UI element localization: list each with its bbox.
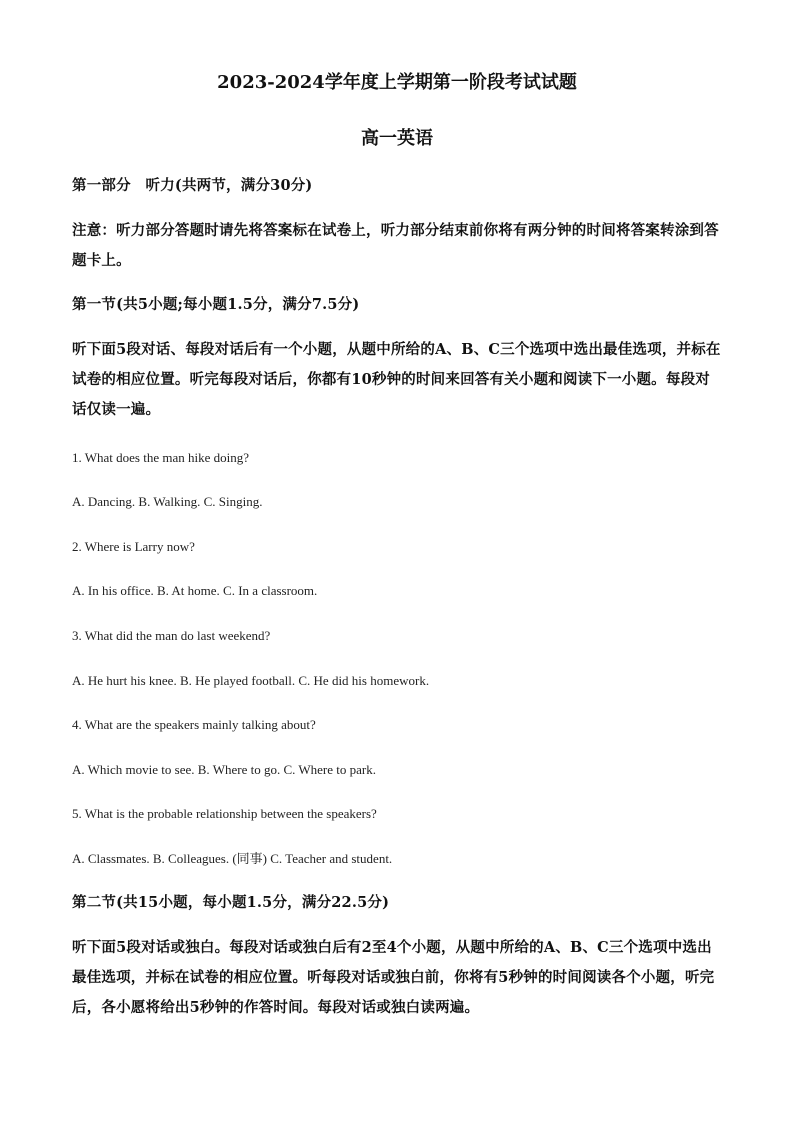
exam-title: 2023-2024学年度上学期第一阶段考试试题 xyxy=(217,72,577,93)
section2-heading: 第二节(共15小题，每小题1.5分，满分22.5分) xyxy=(72,894,390,911)
question-2: 2. Where is Larry now? xyxy=(72,539,195,554)
subject-title: 高一英语 xyxy=(361,128,433,149)
question-3: 3. What did the man do last weekend? xyxy=(72,628,271,643)
question-2-options: A. In his office. B. At home. C. In a classroom. xyxy=(72,583,318,598)
question-5-options: A. Classmates. B. Colleagues. (同事) C. Teacher and student. xyxy=(72,851,393,866)
question-4: 4. What are the speakers mainly talking about? xyxy=(72,717,316,732)
question-3-options: A. He hurt his knee. B. He played football. C. He did his homework. xyxy=(72,673,430,688)
question-1: 1. What does the man hike doing? xyxy=(72,450,250,465)
question-5: 5. What is the probable relationship between the speakers? xyxy=(72,806,377,821)
section2-instructions: 听下面5段对话或独白。每段对话或独白后有2至4个小题，从题中所给的A、B、C三个选项中选出最佳选项，并标在试卷的相应位置。听每段对话或独白前，你将有5秒钟的时间阅读各个小题，听完后，各小愿将给出5秒钟的作答时间。每段对话或独白读两遍。 xyxy=(72,939,715,1016)
section1-instructions: 听下面5段对话、每段对话后有一个小题，从题中所给的A、B、C三个选项中选出最佳选项，并标在试卷的相应位置。听完每段对话后，你都有10秒钟的时间来回答有关小题和阅读下一小题。每段对话仅读一遍。 xyxy=(72,341,721,418)
section1-heading: 第一节(共5小题;每小题1.5分，满分7.5分) xyxy=(72,296,360,313)
question-1-options: A. Dancing. B. Walking. C. Singing. xyxy=(72,494,263,509)
part1-heading: 第一部分 听力(共两节，满分30分) xyxy=(72,177,313,194)
question-4-options: A. Which movie to see. B. Where to go. C. Where to park. xyxy=(72,762,376,777)
listening-notice: 注意：听力部分答题时请先将答案标在试卷上，听力部分结束前你将有两分钟的时间将答案转涂到答题卡上。 xyxy=(72,222,719,269)
